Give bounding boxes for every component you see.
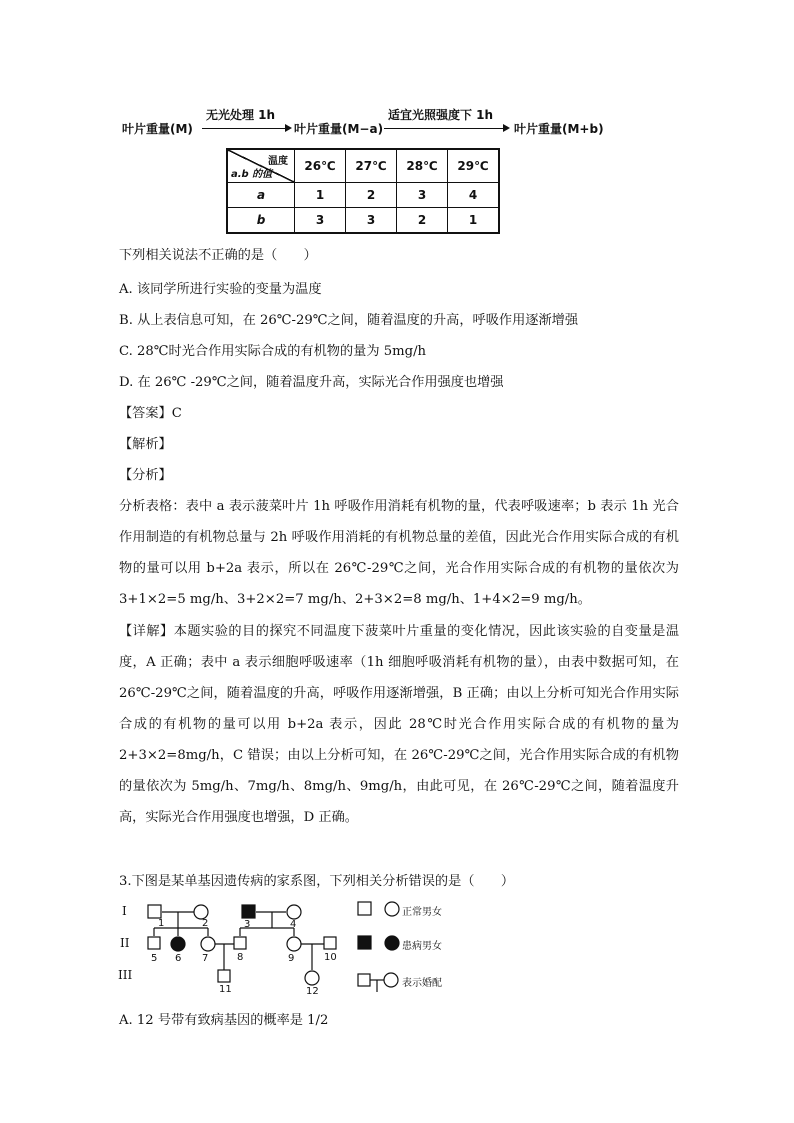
individual-number: 7 (202, 953, 209, 964)
individual-number: 8 (237, 952, 244, 963)
flow-diagram (122, 106, 642, 146)
individual-number: 11 (219, 984, 232, 995)
legend-affected-label: 患病男女 (402, 941, 442, 952)
individual-7 (201, 937, 215, 951)
table-cell: 3 (295, 208, 346, 234)
table-cell: 1 (295, 183, 346, 208)
generation-label: I (122, 904, 127, 918)
individual-number: 6 (175, 953, 182, 964)
individual-2 (194, 905, 208, 919)
individual-number: 10 (324, 952, 337, 963)
individual-8 (234, 937, 246, 949)
data-table (226, 148, 500, 234)
individual-number: 9 (288, 953, 295, 964)
flow-end: 叶片重量(M+b) (514, 122, 604, 136)
legend-normal-male (358, 902, 371, 915)
analysis-label: 【解析】 (119, 437, 172, 452)
option-b: B. 从上表信息可知，在 26℃-29℃之间，随着温度的升高，呼吸作用逐渐增强 (119, 313, 579, 328)
row-label: a (227, 183, 295, 208)
question3-option-a: A. 12 号带有致病基因的概率是 1/2 (119, 1013, 329, 1028)
answer-label: 【答案】 (119, 406, 172, 421)
legend-normal-label: 正常男女 (402, 907, 442, 918)
temp-header: 29℃ (448, 149, 500, 183)
individual-11 (218, 970, 230, 982)
legend-mating-female (384, 973, 398, 987)
legend-affected-male (358, 936, 371, 949)
table-header-row (227, 149, 499, 183)
question-text: 下列相关说法不正确的是（ ） (119, 248, 317, 263)
option-d: D. 在 26℃ -29℃之间，随着温度升高，实际光合作用强度也增强 (119, 375, 504, 390)
flow-step1: 无光处理 1h (206, 108, 276, 122)
legend-mating-label: 表示婚配 (402, 978, 442, 989)
row-label: b (227, 208, 295, 234)
legend-mating-male (358, 974, 370, 986)
individual-6 (171, 937, 185, 951)
temp-header: 28℃ (397, 149, 448, 183)
fenxi-paragraph: 分析表格：表中 a 表示菠菜叶片 1h 呼吸作用消耗有机物的量，代表呼吸速率；b 表示 1h 光合作用制造的有机物总量与 2h 呼吸作用消耗的有机物总量的差值，因此光合作用实际合成的有机物的量可以用 b+2a 表示，所以在 26℃-29℃之间，光合作用实际合成的有机物的量依次为 3+1×2=5 mg/h、3+2×2=7 mg/h、2+3×2=8 mg/h、1+4×2=9 mg/h。 (119, 499, 679, 607)
individual-1 (148, 905, 161, 918)
table-cell: 2 (397, 208, 448, 234)
individual-number: 4 (290, 919, 297, 930)
individual-4 (287, 905, 301, 919)
legend-normal-female (385, 902, 399, 916)
flow-start: 叶片重量(M) (122, 122, 193, 136)
generation-label: III (118, 968, 133, 982)
detail-text: 本题实验的目的探究不同温度下菠菜叶片重量的变化情况，因此该实验的自变量是温度，A 正确；表中 a 表示细胞呼吸速率（1h 细胞呼吸消耗有机物的量），由表中数据可知，在 26℃-29℃之间，随着温度的升高，呼吸作用逐渐增强，B 正确；由以上分析可知光合作用实际合成的有机物的量可以用 b+2a 表示，因此 28℃时光合作用实际合成的有机物的量为 2+3×2=8mg/h，C 错误；由以上分析可知，在 26℃-29℃之间，光合作用实际合成的有机物的量依次为 5mg/h、7mg/h、8mg/h、9mg/h，由此可见，在 26℃-29℃之间，随着温度升高，实际光合作用强度也增强，D 正确。 (119, 624, 680, 825)
individual-10 (324, 937, 336, 949)
flow-middle: 叶片重量(M−a) (294, 122, 384, 136)
individual-number: 2 (202, 918, 209, 929)
pedigree-chart (118, 896, 458, 996)
fenxi-label: 【分析】 (119, 468, 172, 483)
answer-line (119, 404, 182, 424)
table-cell: 4 (448, 183, 500, 208)
temp-header: 26℃ (295, 149, 346, 183)
individual-9 (287, 937, 301, 951)
detail-label: 【详解】 (119, 624, 174, 639)
table-cell: 1 (448, 208, 500, 234)
legend-affected-female (385, 936, 399, 950)
individual-number: 3 (244, 919, 251, 930)
flow-arrow-1 (202, 128, 290, 129)
temp-header: 27℃ (346, 149, 397, 183)
question3-text: 3.下图是某单基因遗传病的家系图，下列相关分析错误的是（ ） (119, 874, 515, 889)
individual-3 (242, 905, 255, 918)
generation-label: II (120, 936, 130, 950)
option-a: A. 该同学所进行实验的变量为温度 (119, 282, 322, 297)
option-c: C. 28℃时光合作用实际合成的有机物的量为 5mg/h (119, 344, 427, 359)
table-cell: 3 (397, 183, 448, 208)
individual-number: 1 (158, 918, 165, 929)
corner-bottom-label: a.b 的值 (231, 169, 273, 180)
answer-value: C (171, 406, 182, 421)
individual-5 (148, 937, 160, 949)
table-cell: 2 (346, 183, 397, 208)
table-row (227, 208, 499, 234)
table-row (227, 183, 499, 208)
individual-number: 5 (151, 953, 158, 964)
table-corner (227, 149, 295, 183)
individual-number: 12 (306, 986, 319, 997)
flow-step2: 适宜光照强度下 1h (388, 108, 494, 122)
table-cell: 3 (346, 208, 397, 234)
individual-12 (305, 971, 319, 985)
corner-top-label: 温度 (268, 156, 288, 167)
detail-paragraph (119, 616, 679, 833)
flow-arrow-2 (384, 128, 508, 129)
